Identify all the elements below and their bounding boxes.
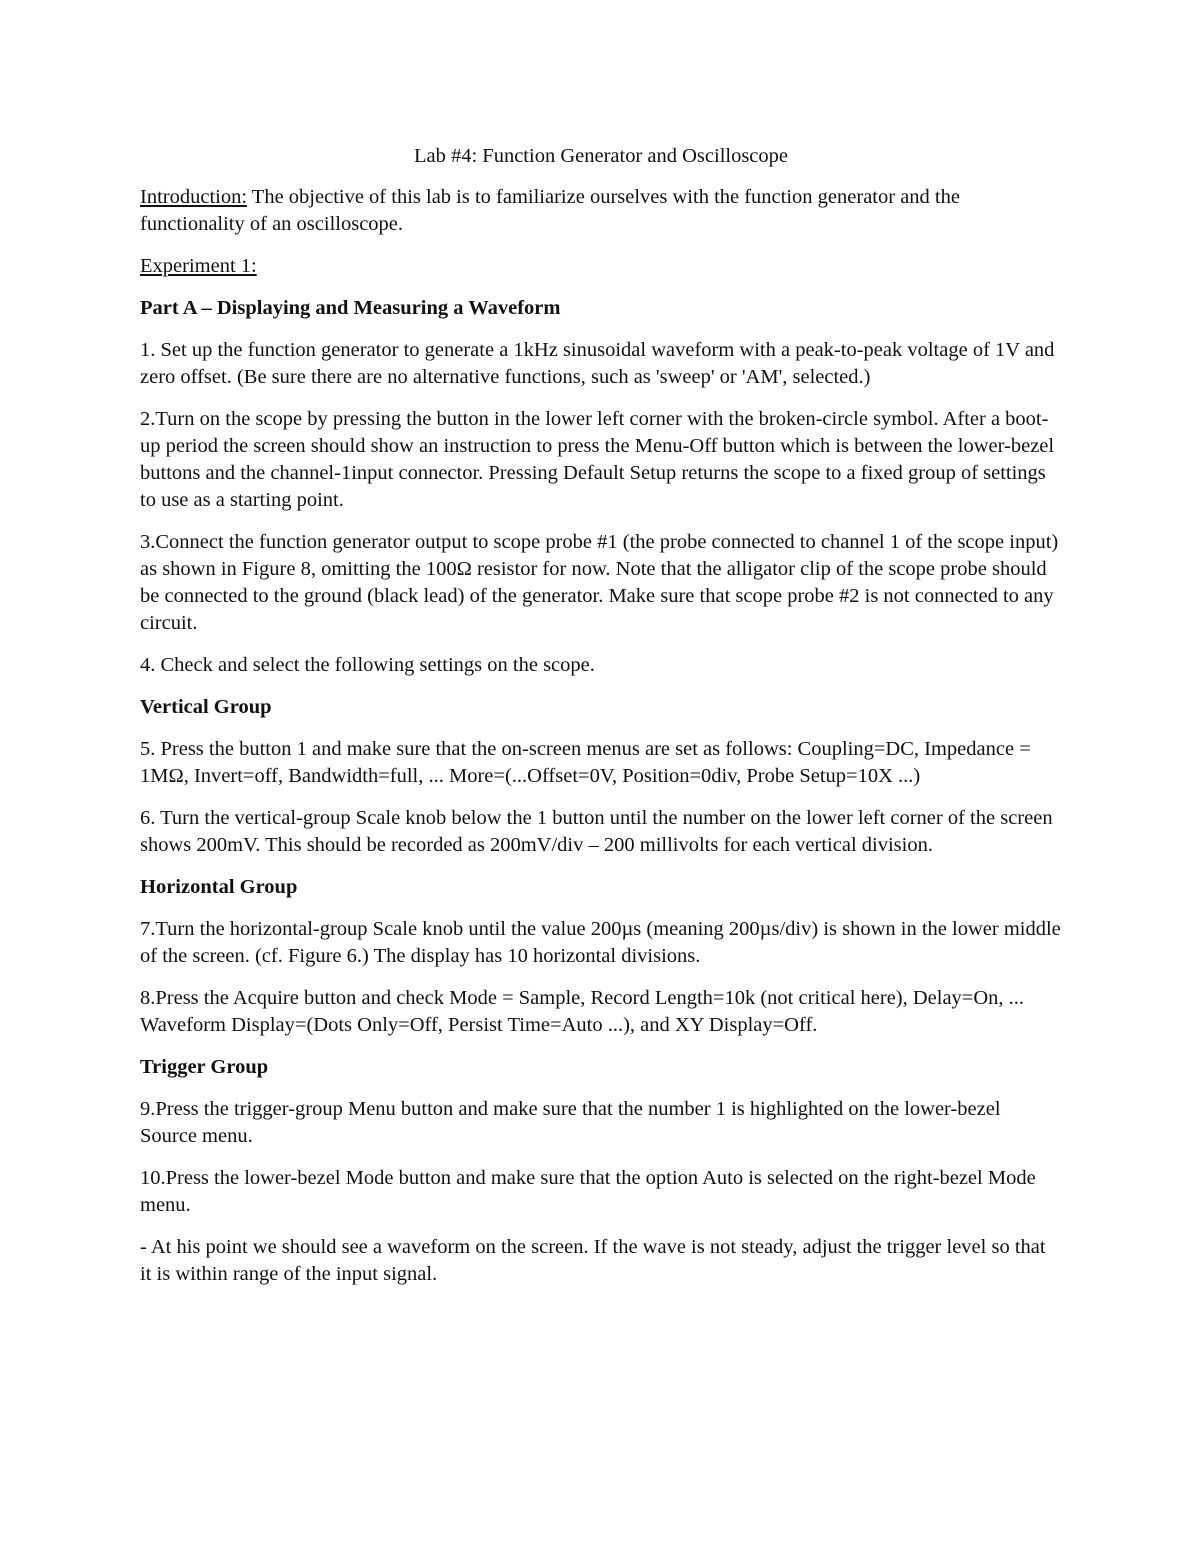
step-7: 7.Turn the horizontal-group Scale knob until the value 200µs (meaning 200µs/div) is shown in the lower middle of the screen. (cf. Figure 6.) The display has 10 horizontal divisions. <box>140 918 1061 967</box>
document-page <box>140 143 1062 1303</box>
introduction-label: Introduction: <box>140 186 248 208</box>
introduction-text: The objective of this lab is to familiarize ourselves with the function generator and the functionality of an oscilloscope. <box>140 186 960 235</box>
horizontal-group-heading: Horizontal Group <box>140 876 298 898</box>
step-6: 6. Turn the vertical-group Scale knob below the 1 button until the number on the lower left corner of the screen shows 200mV. This should be recorded as 200mV/div – 200 millivolts for each vertical division. <box>140 807 1053 856</box>
step-1: 1. Set up the function generator to generate a 1kHz sinusoidal waveform with a peak-to-peak voltage of 1V and zero offset. (Be sure there are no alternative functions, such as 'sweep' or 'AM', selected.) <box>140 339 1055 388</box>
vertical-group-heading: Vertical Group <box>140 696 272 718</box>
step-10: 10.Press the lower-bezel Mode button and make sure that the option Auto is selected on the right-bezel Mode menu. <box>140 1167 1036 1216</box>
experiment-label: Experiment 1: <box>140 255 257 277</box>
introduction-paragraph <box>140 184 1062 238</box>
part-a-heading: Part A – Displaying and Measuring a Waveform <box>140 297 561 319</box>
step-8: 8.Press the Acquire button and check Mode = Sample, Record Length=10k (not critical here), Delay=On, ... Waveform Display=(Dots Only=Off, Persist Time=Auto ...), and XY Display=Off. <box>140 987 1025 1036</box>
step-2: 2.Turn on the scope by pressing the button in the lower left corner with the broken-circle symbol. After a boot-up period the screen should show an instruction to press the Menu-Off button which is between the lower-bezel buttons and the channel-1input connector. Pressing Default Setup returns the scope to a fixed group of settings to use as a starting point. <box>140 408 1055 511</box>
document-title: Lab #4: Function Generator and Oscilloscope <box>413 145 789 167</box>
step-4: 4. Check and select the following settings on the scope. <box>140 654 595 676</box>
step-5: 5. Press the button 1 and make sure that the on-screen menus are set as follows: Coupling=DC, Impedance = 1MΩ, Invert=off, Bandwidth=full, ... More=(...Offset=0V, Position=0div, Probe Setup=10X ...) <box>140 738 1031 787</box>
step-3: 3.Connect the function generator output to scope probe #1 (the probe connected to channel 1 of the scope input) as shown in Figure 8, omitting the 100Ω resistor for now. Note that the alligator clip of the scope probe should be connected to the ground (black lead) of the generator. Make sure that scope probe #2 is not connected to any circuit. <box>140 531 1059 634</box>
trigger-group-heading: Trigger Group <box>140 1056 269 1078</box>
step-9: 9.Press the trigger-group Menu button and make sure that the number 1 is highlighted on the lower-bezel Source menu. <box>140 1098 1001 1147</box>
closing-note: - At his point we should see a waveform on the screen. If the wave is not steady, adjust the trigger level so that it is within range of the input signal. <box>140 1236 1046 1285</box>
